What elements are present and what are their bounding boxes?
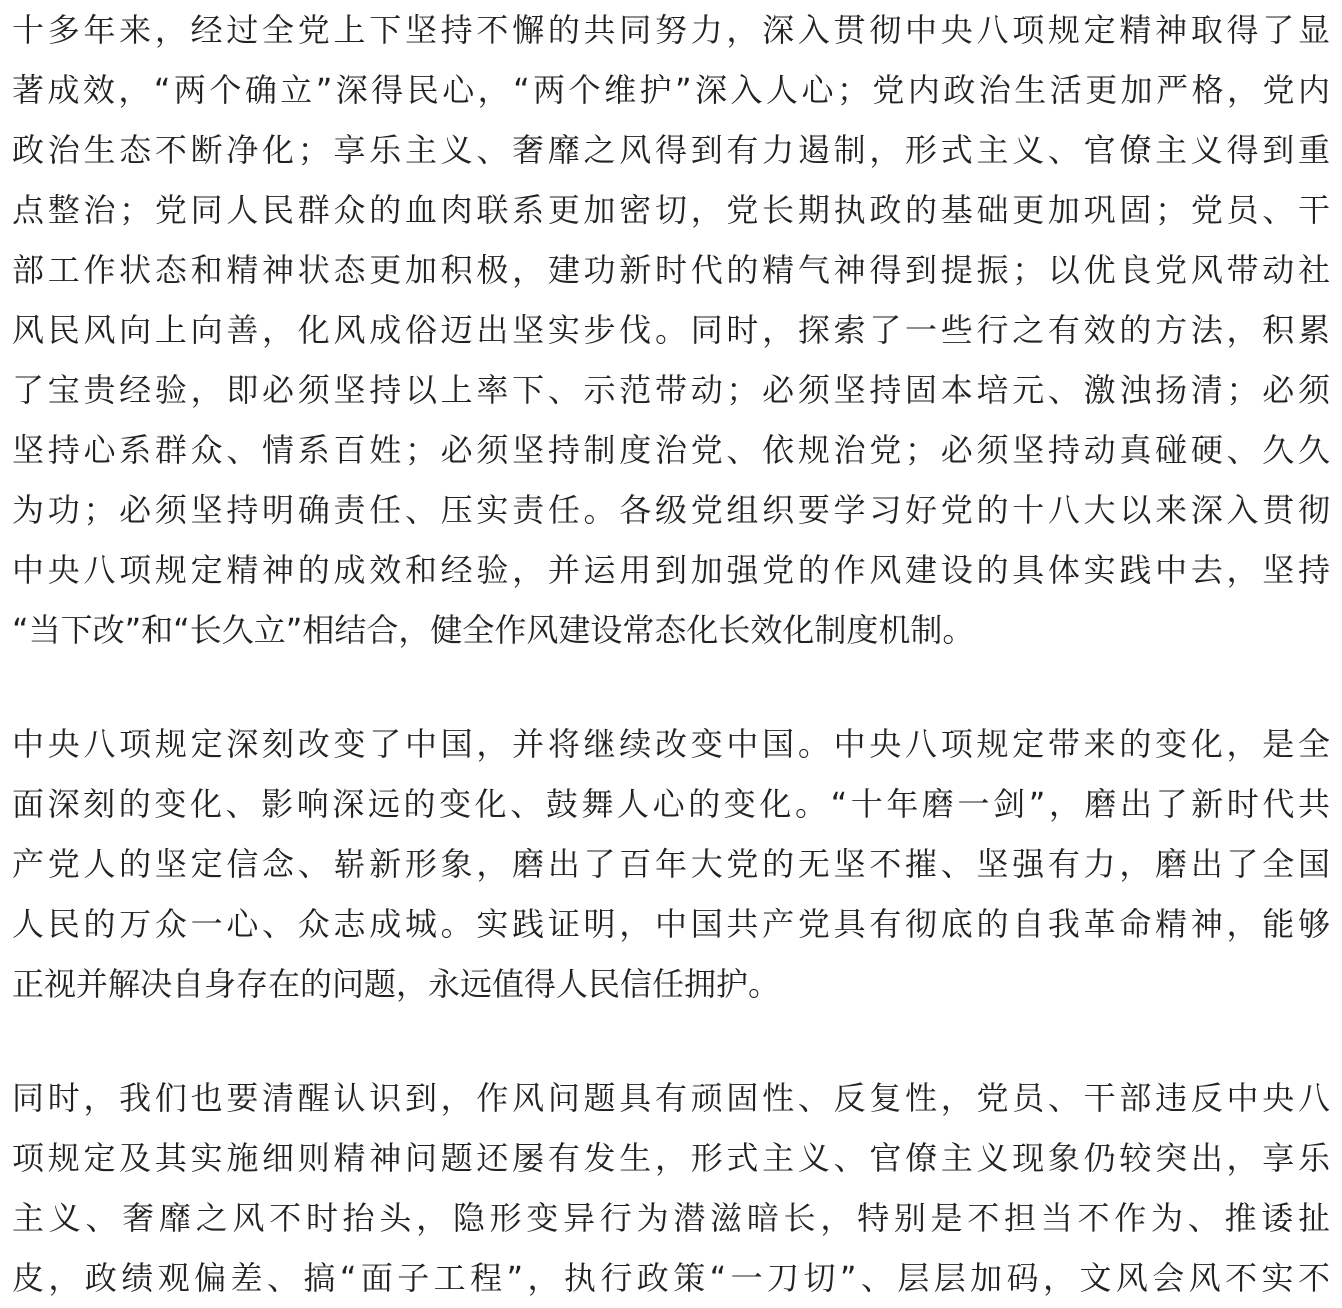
text-line: 项规定及其实施细则精神问题还屡有发生，形式主义、官僚主义现象仍较突出，享乐 bbox=[12, 1139, 1330, 1177]
text-line: 中央八项规定精神的成效和经验，并运用到加强党的作风建设的具体实践中去，坚持 bbox=[12, 551, 1330, 589]
text-line: 了宝贵经验，即必须坚持以上率下、示范带动；必须坚持固本培元、激浊扬清；必须 bbox=[12, 371, 1330, 409]
paragraph-3 bbox=[12, 1068, 1330, 1308]
text-line: 主义、奢靡之风不时抬头，隐形变异行为潜滋暗长，特别是不担当不作为、推诿扯 bbox=[12, 1199, 1330, 1237]
paragraph-1 bbox=[12, 0, 1330, 660]
article-body bbox=[12, 0, 1330, 1308]
paragraph-spacer bbox=[12, 1014, 1330, 1068]
text-line: 十多年来，经过全党上下坚持不懈的共同努力，深入贯彻中央八项规定精神取得了显 bbox=[12, 11, 1330, 49]
text-line: 风民风向上向善，化风成俗迈出坚实步伐。同时，探索了一些行之有效的方法，积累 bbox=[12, 311, 1330, 349]
text-line: 同时，我们也要清醒认识到，作风问题具有顽固性、反复性，党员、干部违反中央八 bbox=[12, 1079, 1330, 1117]
paragraph-spacer bbox=[12, 660, 1330, 714]
text-line: 坚持心系群众、情系百姓；必须坚持制度治党、依规治党；必须坚持动真碰硬、久久 bbox=[12, 431, 1330, 469]
text-line: 著成效，“两个确立”深得民心，“两个维护”深入人心；党内政治生活更加严格，党内 bbox=[12, 71, 1330, 109]
text-line: 皮，政绩观偏差、搞“面子工程”，执行政策“一刀切”、层层加码，文风会风不实不 bbox=[12, 1259, 1330, 1297]
text-line: 部工作状态和精神状态更加积极，建功新时代的精气神得到提振；以优良党风带动社 bbox=[12, 251, 1330, 289]
text-line: 为功；必须坚持明确责任、压实责任。各级党组织要学习好党的十八大以来深入贯彻 bbox=[12, 491, 1330, 529]
text-line: 产党人的坚定信念、崭新形象，磨出了百年大党的无坚不摧、坚强有力，磨出了全国 bbox=[12, 845, 1330, 883]
text-line: “当下改”和“长久立”相结合，健全作风建设常态化长效化制度机制。 bbox=[12, 611, 975, 649]
text-line: 点整治；党同人民群众的血肉联系更加密切，党长期执政的基础更加巩固；党员、干 bbox=[12, 191, 1330, 229]
text-line: 正视并解决自身存在的问题，永远值得人民信任拥护。 bbox=[12, 965, 781, 1003]
text-line: 政治生态不断净化；享乐主义、奢靡之风得到有力遏制，形式主义、官僚主义得到重 bbox=[12, 131, 1330, 169]
text-line: 面深刻的变化、影响深远的变化、鼓舞人心的变化。“十年磨一剑”，磨出了新时代共 bbox=[12, 785, 1330, 823]
paragraph-2 bbox=[12, 714, 1330, 1014]
text-line: 中央八项规定深刻改变了中国，并将继续改变中国。中央八项规定带来的变化，是全 bbox=[12, 725, 1330, 763]
text-line: 人民的万众一心、众志成城。实践证明，中国共产党具有彻底的自我革命精神，能够 bbox=[12, 905, 1330, 943]
